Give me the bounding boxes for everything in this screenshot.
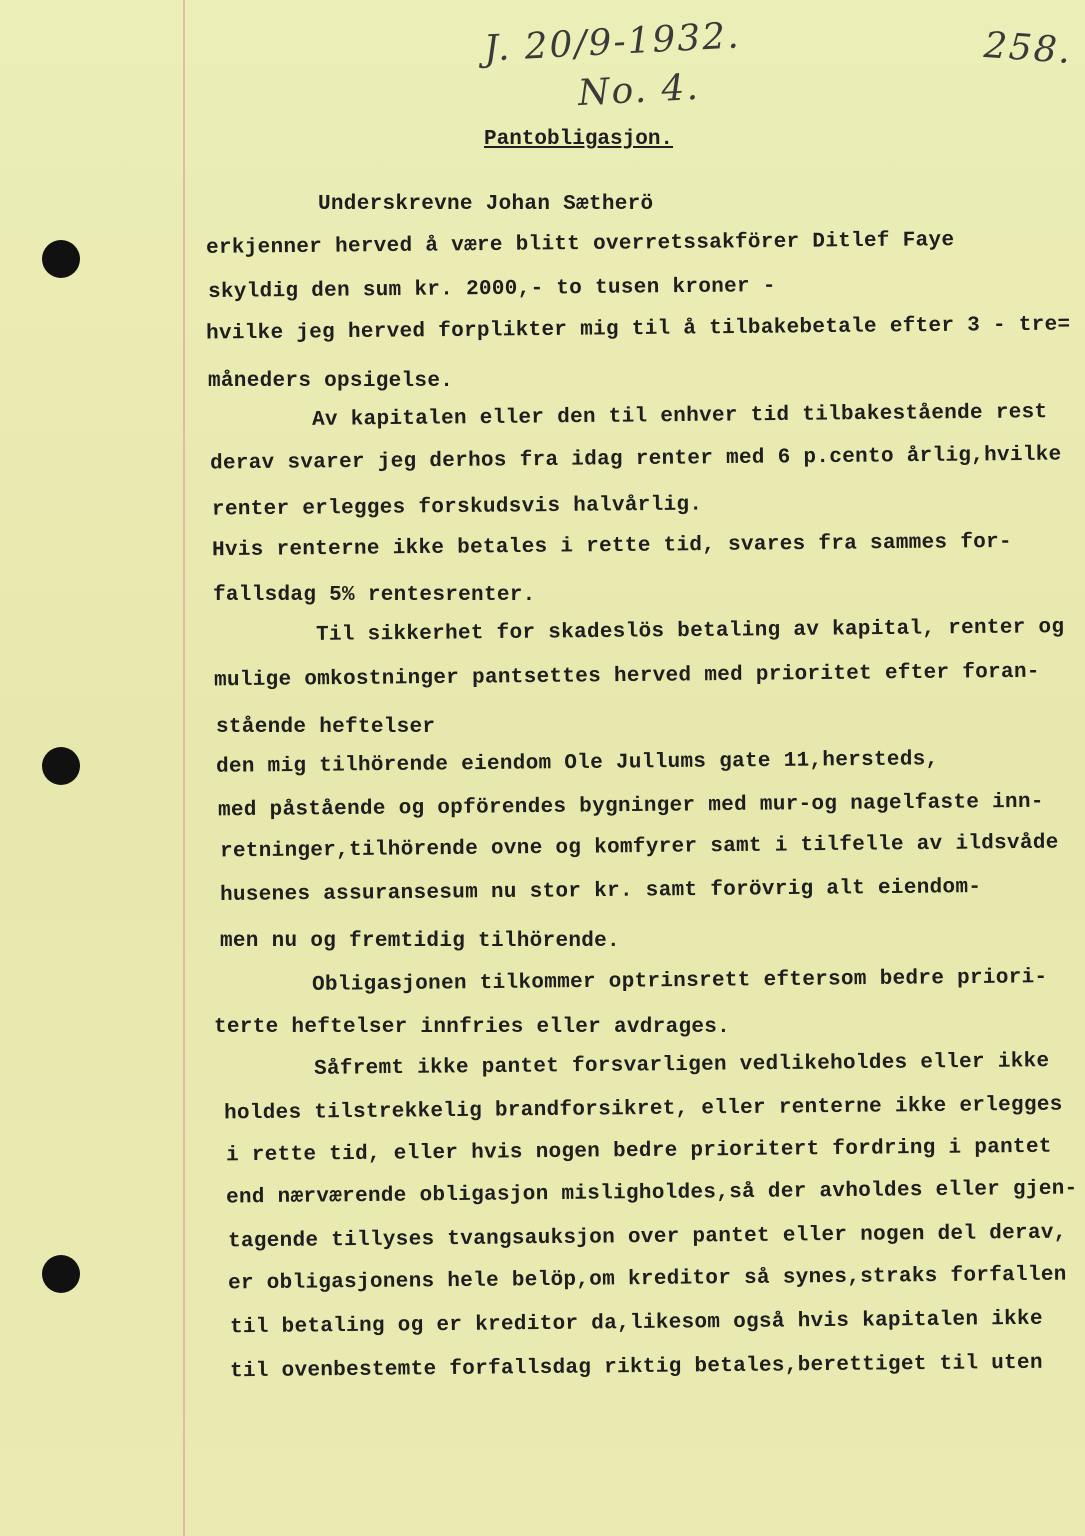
text-line: end nærværende obligasjon misligholdes,så der avholdes eller gjen- [225, 1177, 1078, 1210]
margin-line [183, 0, 185, 1536]
text-line: men nu og fremtidig tilhörende. [220, 930, 620, 953]
text-line: med påstående og opförendes bygninger med mur-og nagelfaste inn- [217, 790, 1044, 823]
text-line: terte heftelser innfries eller avdrages. [214, 1016, 731, 1039]
text-line: Hvis renterne ikke betales i rette tid, svares fra sammes for- [211, 530, 1013, 563]
text-line: fallsdag 5% rentesrenter. [213, 584, 536, 607]
text-line: skyldig den sum kr. 2000,- to tusen kroner - [207, 275, 776, 304]
document-title: Pantobligasjon. [484, 128, 674, 151]
text-line: hvilke jeg herved forplikter mig til å tilbakebetale efter 3 - tre= [205, 313, 1071, 346]
text-line: Obligasjonen tilkommer optrinsrett eftersom bedre priori- [311, 966, 1048, 997]
text-line: Underskrevne Johan Sætherö [318, 193, 654, 216]
page-number: 258. [982, 24, 1074, 73]
text-line: renter erlegges forskudsvis halvårlig. [211, 493, 703, 522]
text-line: Til sikkerhet for skadeslös betaling av kapital, renter og [315, 616, 1065, 647]
text-line: erkjenner herved å være blitt overretssakförer Ditlef Faye [205, 229, 955, 260]
text-line: retninger,tilhörende ovne og komfyrer samt i tilfelle av ildsvåde [219, 831, 1059, 864]
text-line: husenes assuransesum nu stor kr. samt forövrig alt eiendom- [219, 876, 982, 907]
handwritten-date: J. 20/9-1932. [483, 15, 742, 70]
text-line: mulige omkostninger pantsettes herved med prioritet efter foran- [213, 660, 1040, 693]
text-line: er obligasjonens hele belöp,om kreditor så synes,straks forfallen [227, 1263, 1067, 1296]
text-line: den mig tilhörende eiendom Ole Jullums gate 11,hersteds, [215, 748, 939, 779]
text-line: stående heftelser [216, 716, 436, 739]
punch-hole [42, 747, 80, 785]
punch-hole [42, 1255, 80, 1293]
text-line: måneders opsigelse. [208, 370, 454, 393]
handwritten-number: No. 4. [577, 66, 701, 115]
text-line: til ovenbestemte forfallsdag riktig betales,berettiget til uten [229, 1351, 1043, 1384]
text-line: Såfremt ikke pantet forsvarligen vedlikeholdes eller ikke [313, 1050, 1050, 1081]
text-line: holdes tilstrekkelig brandforsikret, eller renterne ikke erlegges [223, 1093, 1063, 1126]
text-line: tagende tillyses tvangsauksjon over pantet eller nogen del derav, [227, 1221, 1067, 1254]
text-line: i rette tid, eller hvis nogen bedre prioritert fordring i pantet [225, 1135, 1052, 1168]
text-line: derav svarer jeg derhos fra idag renter med 6 p.cento årlig,hvilke [209, 443, 1062, 476]
text-line: Av kapitalen eller den til enhver tid tilbakestående rest [311, 401, 1048, 432]
text-line: til betaling og er kreditor da,likesom også hvis kapitalen ikke [229, 1307, 1043, 1340]
punch-hole [42, 240, 80, 278]
